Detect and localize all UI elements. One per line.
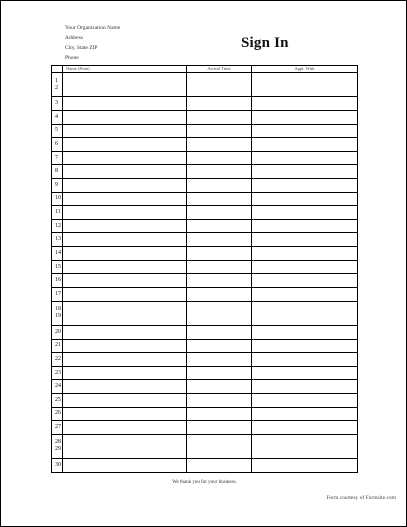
org-name: Your Organization Name <box>65 25 121 31</box>
row-number: 24 <box>55 383 61 390</box>
row-number-cell <box>52 111 63 125</box>
table-row <box>52 165 358 179</box>
appointment-with-cell[interactable] <box>252 301 358 325</box>
row-number: 29 <box>55 446 61 453</box>
name-cell[interactable] <box>63 97 187 111</box>
appointment-with-cell[interactable] <box>252 233 358 247</box>
appointment-with-cell[interactable] <box>252 325 358 339</box>
row-number: 21 <box>55 342 61 349</box>
row-number: 6 <box>55 141 58 148</box>
appointment-with-cell[interactable] <box>252 151 358 165</box>
name-cell[interactable] <box>63 339 187 353</box>
appointment-with-cell[interactable] <box>252 380 358 394</box>
appointment-with-cell[interactable] <box>252 138 358 152</box>
arrival-time-cell[interactable] <box>187 260 252 274</box>
row-number: 4 <box>55 113 58 120</box>
name-cell[interactable] <box>63 206 187 220</box>
name-cell[interactable] <box>63 124 187 138</box>
name-cell[interactable] <box>63 111 187 125</box>
row-number: 27 <box>55 423 61 430</box>
table-row <box>52 192 358 206</box>
arrival-time-cell[interactable] <box>187 287 252 301</box>
appointment-with-cell[interactable] <box>252 97 358 111</box>
appointment-with-cell[interactable] <box>252 421 358 435</box>
table-row <box>52 366 358 380</box>
row-number-cell <box>52 138 63 152</box>
row-number: 5 <box>55 127 58 134</box>
arrival-time-cell[interactable] <box>187 325 252 339</box>
arrival-time-cell[interactable] <box>187 124 252 138</box>
row-number-cell <box>52 353 63 367</box>
row-number-cell <box>52 192 63 206</box>
column-header-name: Name (Print) <box>63 66 187 73</box>
table-row <box>52 151 358 165</box>
table-row <box>52 421 358 435</box>
row-number: 22 <box>55 355 61 362</box>
arrival-time-cell[interactable] <box>187 192 252 206</box>
name-cell[interactable] <box>63 366 187 380</box>
row-number: 26 <box>55 410 61 417</box>
row-number: 25 <box>55 396 61 403</box>
name-cell[interactable] <box>63 434 187 458</box>
row-number-cell <box>52 421 63 435</box>
arrival-time-cell[interactable] <box>187 434 252 458</box>
row-number: 13 <box>55 236 61 243</box>
arrival-time-cell[interactable] <box>187 73 252 97</box>
table-row <box>52 407 358 421</box>
row-number: 3 <box>55 100 58 107</box>
row-number-cell <box>52 73 63 97</box>
appointment-with-cell[interactable] <box>252 393 358 407</box>
arrival-time-cell[interactable] <box>187 97 252 111</box>
arrival-time-cell[interactable] <box>187 301 252 325</box>
row-number-cell <box>52 459 63 473</box>
arrival-time-cell[interactable] <box>187 459 252 473</box>
table-row <box>52 219 358 233</box>
arrival-time-cell[interactable] <box>187 380 252 394</box>
table-row <box>52 380 358 394</box>
table-row <box>52 260 358 274</box>
appointment-with-cell[interactable] <box>252 179 358 193</box>
row-number-cell <box>52 233 63 247</box>
appointment-with-cell[interactable] <box>252 73 358 97</box>
page-title: Sign In <box>241 35 289 51</box>
table-row <box>52 434 358 458</box>
row-number-cell <box>52 287 63 301</box>
appointment-with-cell[interactable] <box>252 353 358 367</box>
row-number-cell <box>52 247 63 261</box>
table-row <box>52 138 358 152</box>
name-cell[interactable] <box>63 219 187 233</box>
row-number: 7 <box>55 154 58 161</box>
name-cell[interactable] <box>63 192 187 206</box>
arrival-time-cell[interactable] <box>187 274 252 288</box>
name-cell[interactable] <box>63 325 187 339</box>
organization-info <box>65 23 120 63</box>
row-number-cell <box>52 165 63 179</box>
table-row <box>52 274 358 288</box>
header-number-cell <box>52 66 63 73</box>
row-number-cell <box>52 206 63 220</box>
table-row <box>52 124 358 138</box>
arrival-time-cell[interactable] <box>187 247 252 261</box>
column-header-arrival-time: Arrival Time <box>187 66 252 73</box>
table-row <box>52 301 358 325</box>
table-row <box>52 233 358 247</box>
name-cell[interactable] <box>63 138 187 152</box>
arrival-time-cell[interactable] <box>187 165 252 179</box>
row-number: 16 <box>55 277 61 284</box>
row-number: 2 <box>55 84 58 91</box>
arrival-time-cell[interactable] <box>187 179 252 193</box>
name-cell[interactable] <box>63 260 187 274</box>
table-row <box>52 206 358 220</box>
row-number: 15 <box>55 263 61 270</box>
table-row <box>52 287 358 301</box>
appointment-with-cell[interactable] <box>252 274 358 288</box>
row-number-cell <box>52 97 63 111</box>
appointment-with-cell[interactable] <box>252 434 358 458</box>
appointment-with-cell[interactable] <box>252 287 358 301</box>
arrival-time-cell[interactable] <box>187 339 252 353</box>
row-number-cell <box>52 124 63 138</box>
appointment-with-cell[interactable] <box>252 260 358 274</box>
name-cell[interactable] <box>63 459 187 473</box>
row-number-cell <box>52 325 63 339</box>
table-row <box>52 353 358 367</box>
appointment-with-cell[interactable] <box>252 206 358 220</box>
org-city-state-zip: City, State ZIP <box>65 45 98 51</box>
row-number-cell <box>52 151 63 165</box>
row-number-cell <box>52 274 63 288</box>
name-cell[interactable] <box>63 151 187 165</box>
row-number: 8 <box>55 168 58 175</box>
name-cell[interactable] <box>63 380 187 394</box>
appointment-with-cell[interactable] <box>252 247 358 261</box>
row-number: 12 <box>55 222 61 229</box>
table-row <box>52 247 358 261</box>
org-address: Address <box>65 35 84 41</box>
row-number-cell <box>52 380 63 394</box>
name-cell[interactable] <box>63 421 187 435</box>
arrival-time-cell[interactable] <box>187 206 252 220</box>
appointment-with-cell[interactable] <box>252 366 358 380</box>
row-number: 20 <box>55 328 61 335</box>
arrival-time-cell[interactable] <box>187 111 252 125</box>
name-cell[interactable] <box>63 301 187 325</box>
row-number-cell <box>52 219 63 233</box>
table-row <box>52 73 358 97</box>
row-number: 18 <box>55 306 61 313</box>
row-number: 10 <box>55 195 61 202</box>
name-cell[interactable] <box>63 287 187 301</box>
table-row <box>52 393 358 407</box>
name-cell[interactable] <box>63 73 187 97</box>
appointment-with-cell[interactable] <box>252 219 358 233</box>
appointment-with-cell[interactable] <box>252 124 358 138</box>
row-number-cell <box>52 260 63 274</box>
row-number-cell <box>52 179 63 193</box>
row-number-cell <box>52 301 63 325</box>
appointment-with-cell[interactable] <box>252 192 358 206</box>
row-number: 9 <box>55 181 58 188</box>
row-number: 19 <box>55 313 61 320</box>
arrival-time-cell[interactable] <box>187 151 252 165</box>
appointment-with-cell[interactable] <box>252 165 358 179</box>
appointment-with-cell[interactable] <box>252 111 358 125</box>
row-number: 14 <box>55 249 61 256</box>
thank-you-note: We thank you for your business. <box>172 480 237 485</box>
row-number: 11 <box>55 209 61 216</box>
table-row <box>52 325 358 339</box>
arrival-time-cell[interactable] <box>187 393 252 407</box>
table-row <box>52 339 358 353</box>
arrival-time-cell[interactable] <box>187 407 252 421</box>
column-header-appointment-with: Appt. With <box>252 66 358 73</box>
arrival-time-cell[interactable] <box>187 421 252 435</box>
table-row <box>52 111 358 125</box>
name-cell[interactable] <box>63 407 187 421</box>
table-row <box>52 179 358 193</box>
row-number: 28 <box>55 439 61 446</box>
name-cell[interactable] <box>63 393 187 407</box>
table-header-row <box>52 66 358 73</box>
row-number-cell <box>52 393 63 407</box>
name-cell[interactable] <box>63 179 187 193</box>
table-row <box>52 459 358 473</box>
appointment-with-cell[interactable] <box>252 407 358 421</box>
arrival-time-cell[interactable] <box>187 353 252 367</box>
appointment-with-cell[interactable] <box>252 459 358 473</box>
row-number: 30 <box>55 462 61 469</box>
row-number-cell <box>52 434 63 458</box>
row-number: 23 <box>55 369 61 376</box>
row-number-cell <box>52 366 63 380</box>
appointment-with-cell[interactable] <box>252 339 358 353</box>
name-cell[interactable] <box>63 165 187 179</box>
sign-in-table <box>51 65 358 473</box>
arrival-time-cell[interactable] <box>187 233 252 247</box>
form-credit: Form courtesy of Formsite.com <box>326 495 396 501</box>
row-number: 17 <box>55 290 61 297</box>
arrival-time-cell[interactable] <box>187 366 252 380</box>
name-cell[interactable] <box>63 274 187 288</box>
table-row <box>52 97 358 111</box>
org-phone: Phone <box>65 55 79 61</box>
arrival-time-cell[interactable] <box>187 219 252 233</box>
row-number: 1 <box>55 77 58 84</box>
name-cell[interactable] <box>63 233 187 247</box>
row-number-cell <box>52 339 63 353</box>
name-cell[interactable] <box>63 353 187 367</box>
arrival-time-cell[interactable] <box>187 138 252 152</box>
row-number-cell <box>52 407 63 421</box>
name-cell[interactable] <box>63 247 187 261</box>
